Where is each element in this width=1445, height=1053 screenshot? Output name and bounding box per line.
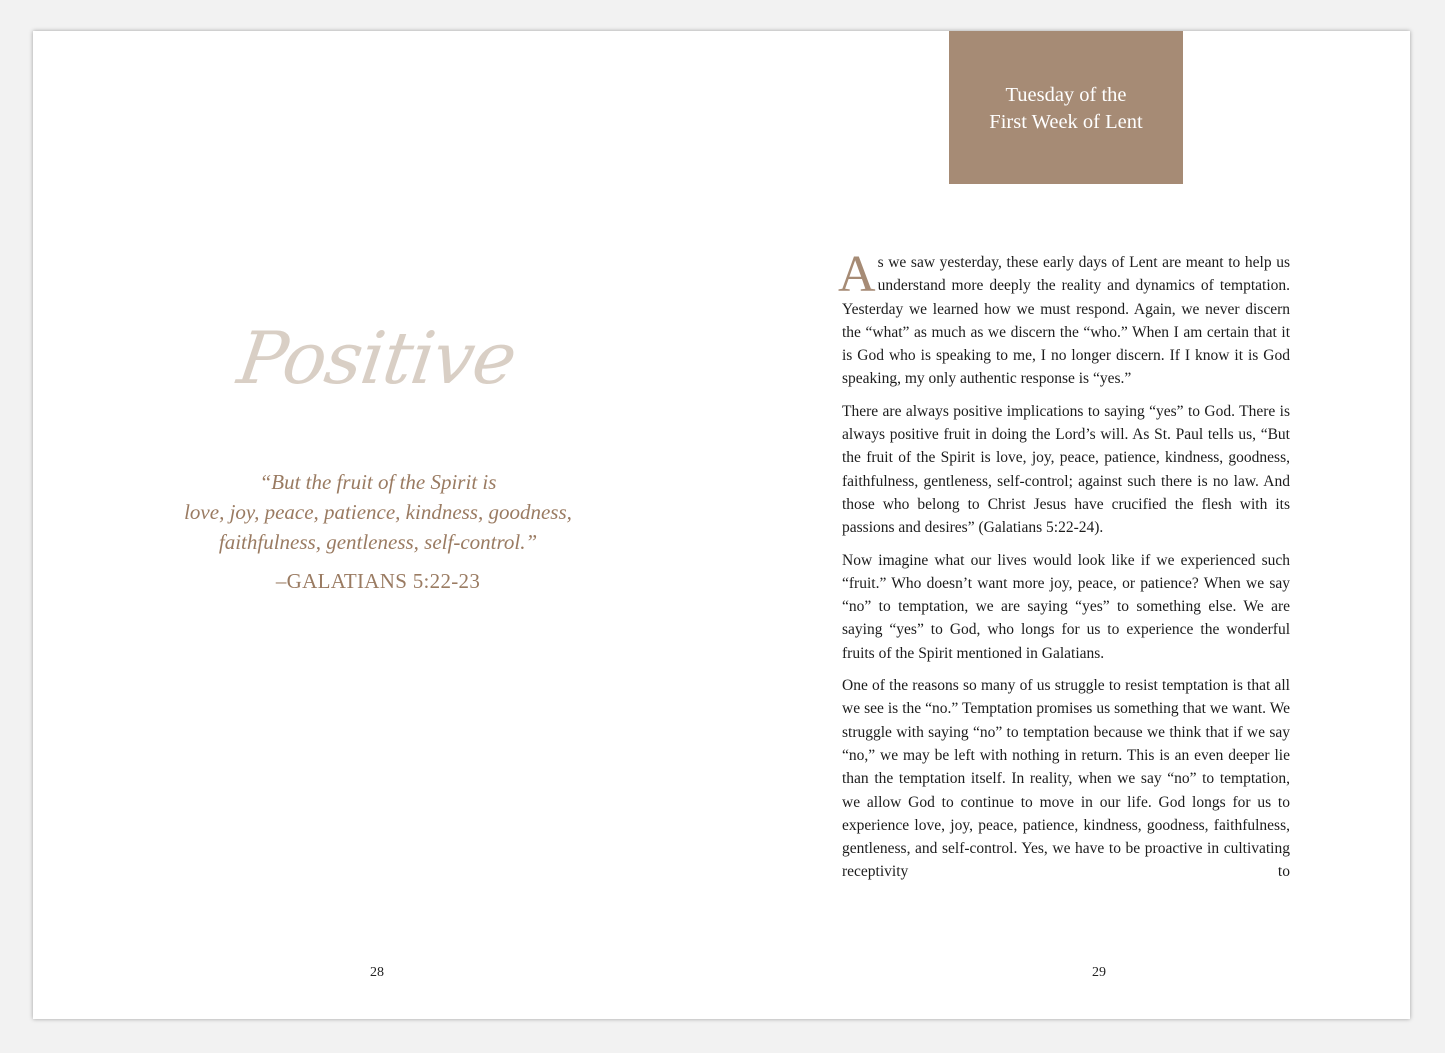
right-page: [721, 31, 1410, 1019]
page-number-left: 28: [370, 965, 384, 980]
scripture-citation: –GALATIANS 5:22-23: [275, 569, 481, 593]
day-heading-line: Tuesday of the: [1005, 83, 1127, 106]
reflection-body: [838, 246, 1290, 893]
book-spread: [33, 31, 1410, 1019]
paragraph-text: s we saw yesterday, these early days of Lent are meant to help us understand more deeply the reality and dynamics of temptation. Yesterday we learned how we must respond. Again, we never discern the “what” as much as we discern the “who.” When I am certain that it is God who is speaking to me, I no longer discern. If I know it is God speaking, my only authentic response is “yes.”: [842, 254, 1290, 388]
page-number-right: 29: [1092, 965, 1106, 980]
quote-line: “But the fruit of the Spirit is: [259, 470, 497, 494]
quote-line: faithfulness, gentleness, self-control.”: [218, 530, 538, 554]
quote-line: love, joy, peace, patience, kindness, goodness,: [184, 500, 572, 524]
body-paragraph: There are always positive implications to saying “yes” to God. There is always positive fruit in doing the Lord’s will. As St. Paul tells us, “But the fruit of the Spirit is love, joy, peace, patience, kindness, goodness, faithfulness, gentleness, self-control; against such there is no law. And those who belong to Christ Jesus have crucified the flesh with its passions and desires” (Galatians 5:22-24).: [842, 402, 1290, 537]
scripture-quote: [153, 467, 603, 557]
theme-word-title: Positive: [233, 316, 521, 400]
drop-cap: A: [838, 246, 876, 303]
body-paragraph: One of the reasons so many of us struggle to resist temptation is that all we see is the “no.” Temptation promises us something that we want. We struggle with saying “no” to temptation because we think that if we say “no,” we may be left with nothing in return. This is an even deeper lie than the temptation itself. In reality, when we say “no” to temptation, we allow God to continue to move in our life. God longs for us to experience love, joy, peace, patience, kindness, goodness, faithfulness, gentleness, and self-control. Yes, we have to be proactive in cultivating receptivity to: [842, 677, 1290, 881]
day-heading: [949, 31, 1183, 184]
day-heading-line: First Week of Lent: [989, 110, 1143, 133]
body-paragraph: [838, 246, 1290, 391]
left-page: [33, 31, 721, 1019]
body-paragraph: Now imagine what our lives would look like if we experienced such “fruit.” Who doesn’t want more joy, peace, or patience? When we say “no” to temptation, we are saying “yes” to something else. We are saying “yes” to God, who longs for us to experience the wonderful fruits of the Spirit mentioned in Galatians.: [842, 551, 1290, 662]
